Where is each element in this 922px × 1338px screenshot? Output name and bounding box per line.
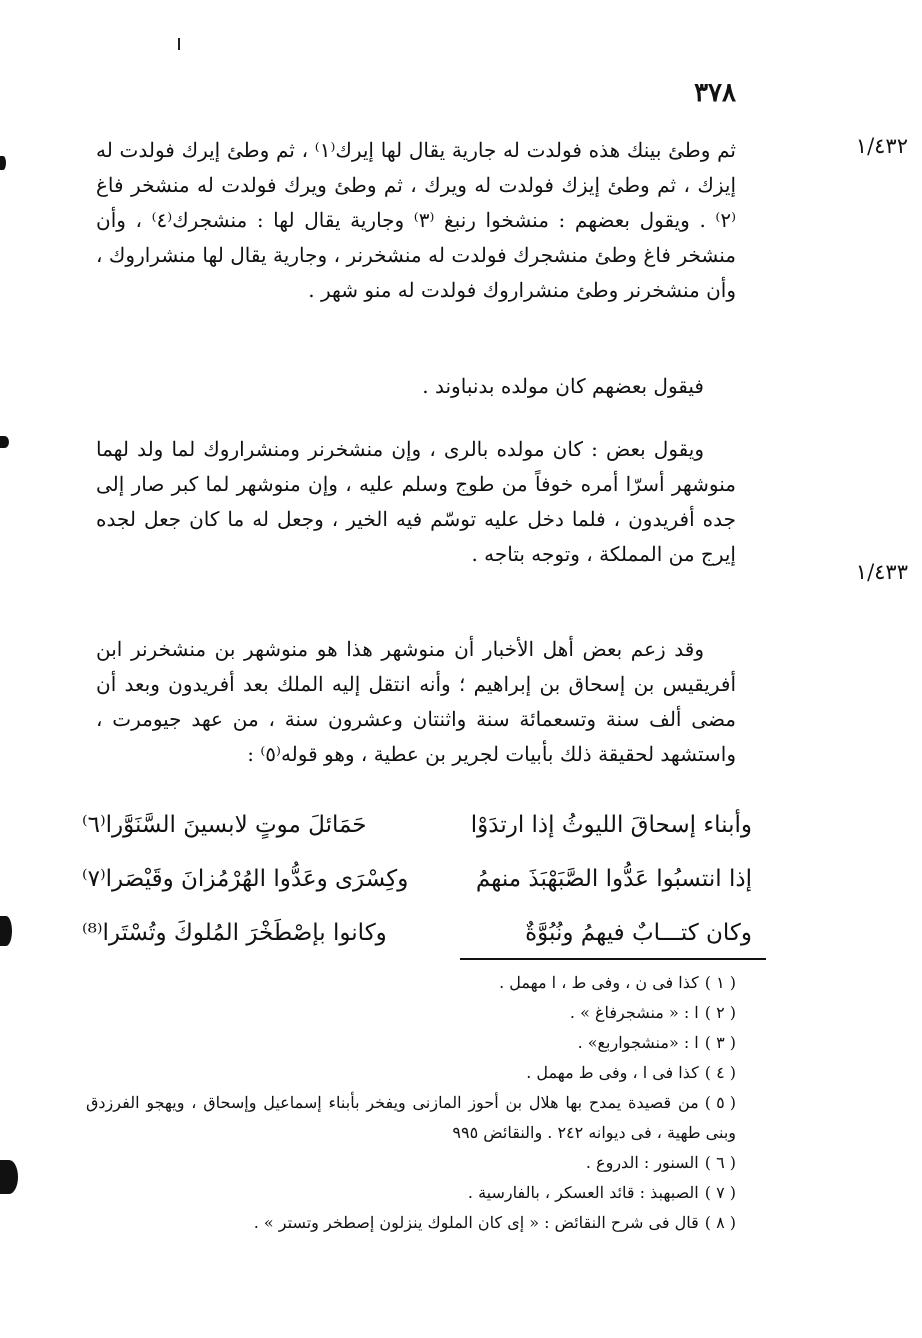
main-text-block-1 bbox=[96, 133, 736, 308]
main-text-block-3 bbox=[96, 432, 736, 572]
main-text-block-2 bbox=[96, 369, 736, 404]
footnote-text: السنور : الدروع . bbox=[585, 1153, 699, 1172]
footnote bbox=[86, 1148, 736, 1178]
page-number: ٣٧٨ bbox=[694, 78, 736, 108]
verse-second-hemistich: حَمَائلَ موتٍ لابسينَ السَّنَوَّرا⁽٦⁾ bbox=[82, 812, 367, 838]
paragraph-2: فيقول بعضهم كان مولده بدنباوند . bbox=[422, 374, 704, 398]
scan-edge-mark bbox=[0, 916, 12, 946]
footnote-text: من قصيدة يمدح بها هلال بن أحوز المازنى ويفخر بأبناء إسماعيل وإسحاق ، ويهجو الفرزدق وبنى طهية ، فى ديوانه ٢٤٢ . والنقائض ٩٩٥ bbox=[86, 1093, 736, 1142]
footnote-text: كذا فى ن ، وفى ط ، ا مهمل . bbox=[499, 973, 699, 992]
verse-first-hemistich: وأبناء إسحاقَ الليوثُ إذا ارتدَوْا bbox=[470, 812, 752, 838]
footnote bbox=[86, 1088, 736, 1148]
verse-second-hemistich: وكِسْرَى وعَدُّوا الهُرْمُزانَ وقَيْصَرا⁽٧⁾ bbox=[82, 866, 409, 892]
footnotes bbox=[86, 968, 736, 1238]
footnote bbox=[86, 1208, 736, 1238]
verse-first-hemistich: إذا انتسبُوا عَدُّوا الصَّبَهْبَذَ منهمُ bbox=[475, 866, 752, 892]
scan-edge-mark bbox=[0, 1160, 18, 1194]
footnote-number: ( ٢ ) bbox=[704, 1003, 736, 1022]
poem bbox=[82, 798, 752, 960]
footnote-text: ا : «منشجواربع» . bbox=[577, 1033, 699, 1052]
paragraph-4: وقد زعم بعض أهل الأخبار أن منوشهر هذا هو منوشهر بن منشخرنر ابن أفريقيس بن إسحاق بن إبراهيم ؛ وأنه انتقل إليه الملك بعد أفريدون وبعد أن مضى ألف سنة وتسعمائة سنة واثنتان وعشرون سنة ، من عهد جيومرت ، واستشهد لحقيقة ذلك بأبيات لجرير بن عطية ، وهو قوله⁽٥⁾ : bbox=[96, 637, 737, 766]
footnote-divider bbox=[460, 958, 766, 960]
scan-edge-mark bbox=[0, 436, 9, 448]
poem-verse bbox=[82, 906, 752, 960]
paragraph-1: ثم وطئ بينك هذه فولدت له جارية يقال لها إيرك⁽١⁾ ، ثم وطئ إيرك فولدت له إيزك ، ثم وطئ إيزك فولدت له ويرك ، ثم وطئ ويرك فولدت له منشخر فاغ ⁽٢⁾ . ويقول بعضهم : منشخوا رنبغ ⁽٣⁾ وجارية يقال لها : منشجرك⁽٤⁾ ، وأن منشخر فاغ وطئ منشجرك فولدت له منشخرنر ، وجارية يقال لها منشراروك ، وأن منشخرنر وطئ منشراروك فولدت له منو شهر . bbox=[96, 138, 736, 302]
footnote-text: قال فى شرح النقائض : « إى كان الملوك ينزلون إصطخر وتستر » . bbox=[253, 1213, 699, 1232]
verse-second-hemistich: وكانوا بإصْطَخْرَ المُلوكَ وتُسْتَرا⁽⁸⁾ bbox=[82, 920, 387, 946]
footnote-number: ( ٥ ) bbox=[704, 1093, 736, 1112]
verse-first-hemistich: وكان كتـــابٌ فيهمُ ونُبُوَّةٌ bbox=[525, 920, 752, 946]
footnote-number: ( ٦ ) bbox=[704, 1153, 736, 1172]
poem-verse bbox=[82, 798, 752, 852]
footnote-text: كذا فى ا ، وفى ط مهمل . bbox=[526, 1063, 699, 1082]
footnote-number: ( ٤ ) bbox=[704, 1063, 736, 1082]
footnote bbox=[86, 1028, 736, 1058]
footnote bbox=[86, 998, 736, 1028]
footnote-number: ( ١ ) bbox=[704, 973, 736, 992]
footnote bbox=[86, 968, 736, 998]
poem-verse bbox=[82, 852, 752, 906]
footnote-number: ( ٧ ) bbox=[704, 1183, 736, 1202]
margin-reference-1: ١/٤٣٢ bbox=[855, 134, 908, 158]
main-text-block-4 bbox=[96, 632, 736, 772]
footnote-number: ( ٨ ) bbox=[704, 1213, 736, 1232]
page-tick-mark bbox=[178, 38, 180, 50]
footnote-text: الصبهبذ : قائد العسكر ، بالفارسية . bbox=[467, 1183, 699, 1202]
footnote-text: ا : « منشجرفاغ » . bbox=[569, 1003, 699, 1022]
footnote bbox=[86, 1178, 736, 1208]
footnote bbox=[86, 1058, 736, 1088]
footnote-number: ( ٣ ) bbox=[704, 1033, 736, 1052]
scan-edge-mark bbox=[0, 156, 6, 170]
margin-reference-2: ١/٤٣٣ bbox=[855, 560, 908, 584]
paragraph-3: ويقول بعض : كان مولده بالرى ، وإن منشخرنر ومنشراروك لما ولد لهما منوشهر أسرّا أمره خوفاً من طوج وسلم عليه ، وإن منوشهر لما كبر صار إلى جده أفريدون ، فلما دخل عليه توسّم فيه الخير ، وجعل له ما كان جعل لجده إيرج من المملكة ، وتوجه بتاجه . bbox=[96, 437, 736, 566]
